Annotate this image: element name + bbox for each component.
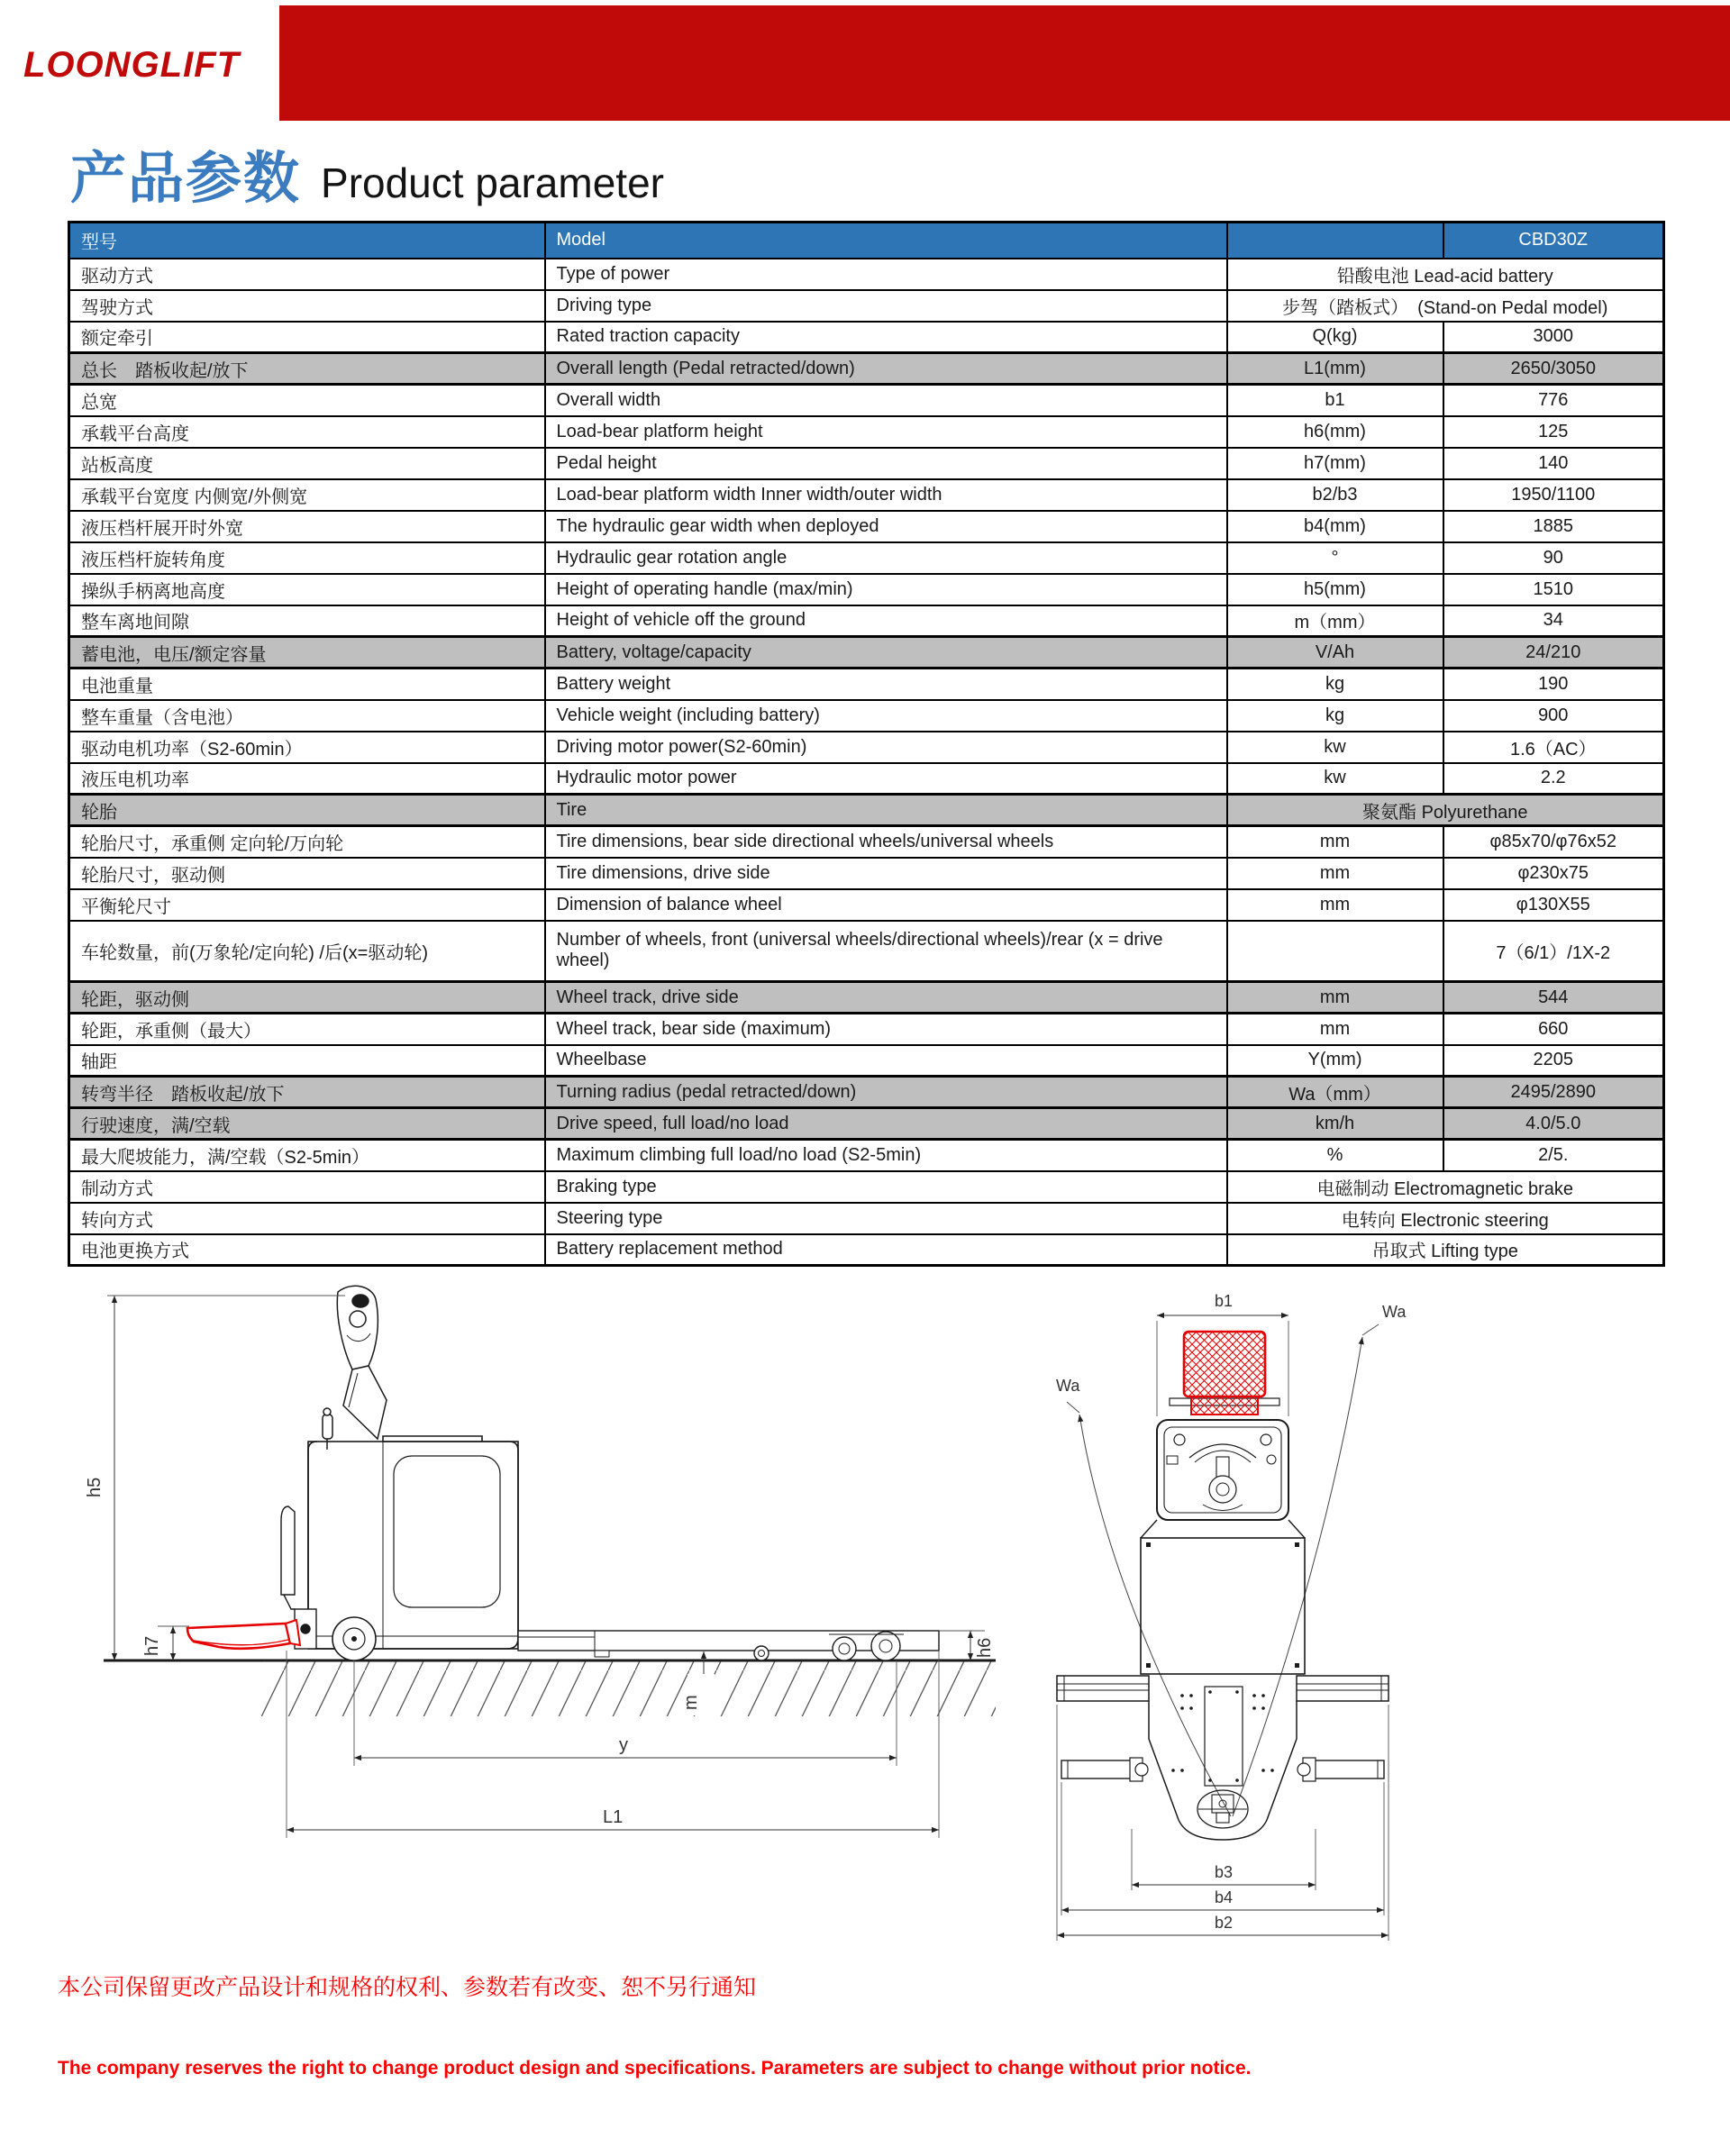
page-title-en: Product parameter (321, 159, 664, 206)
disclaimer-en: The company reserves the right to change product design and specifications. Parameters are subject to change without prior notice. (58, 2058, 1252, 2079)
param-name-en: Wheel track, bear side (maximum) (545, 1014, 1227, 1045)
side-truck-platform (518, 1631, 939, 1660)
param-value: 900 (1443, 700, 1664, 732)
param-name-zh: 额定牵引 (69, 322, 545, 353)
param-name-en: Battery replacement method (545, 1234, 1227, 1266)
param-unit: b4(mm) (1227, 511, 1443, 542)
table-row (69, 858, 1664, 889)
table-row (69, 1077, 1664, 1108)
param-name-en: Type of power (545, 259, 1227, 290)
table-row (69, 1140, 1664, 1171)
param-value: 2495/2890 (1443, 1077, 1664, 1108)
param-merged-value: 聚氨酯 Polyurethane (1227, 795, 1664, 826)
param-name-zh: 承载平台高度 (69, 416, 545, 448)
disclaimer-zh: 本公司保留更改产品设计和规格的权利、参数若有改变、恕不另行通知 (58, 1975, 757, 2000)
table-row (69, 259, 1664, 290)
param-unit: Wa（mm） (1227, 1077, 1443, 1108)
param-name-zh: 总宽 (69, 385, 545, 416)
dim-label-b2: b2 (1215, 1914, 1234, 1932)
rear-side-arms (1061, 1758, 1384, 1781)
table-row (69, 700, 1664, 732)
side-truck-drive-wheel (332, 1617, 376, 1660)
table-row (69, 416, 1664, 448)
param-name-en: Pedal height (545, 448, 1227, 479)
param-value: 2.2 (1443, 763, 1664, 795)
param-value: 1.6（AC） (1443, 732, 1664, 763)
param-table-body (69, 259, 1664, 1266)
param-unit (1227, 921, 1443, 982)
param-unit: mm (1227, 889, 1443, 921)
param-name-en: Hydraulic gear rotation angle (545, 542, 1227, 574)
param-unit: mm (1227, 826, 1443, 858)
param-name-en: Tire dimensions, drive side (545, 858, 1227, 889)
param-value: 140 (1443, 448, 1664, 479)
param-name-en: Tire dimensions, bear side directional wheels/universal wheels (545, 826, 1227, 858)
param-merged-value: 电磁制动 Electromagnetic brake (1227, 1171, 1664, 1203)
param-name-zh: 站板高度 (69, 448, 545, 479)
param-name-en: Driving motor power(S2-60min) (545, 732, 1227, 763)
param-value: φ85x70/φ76x52 (1443, 826, 1664, 858)
param-value: 776 (1443, 385, 1664, 416)
dim-label-wa-left: Wa (1056, 1377, 1080, 1395)
dim-label-b4: b4 (1215, 1888, 1234, 1906)
ground-hatch (261, 1661, 996, 1716)
table-row (69, 322, 1664, 353)
param-name-zh: 电池重量 (69, 669, 545, 700)
param-name-en: Number of wheels, front (universal wheels/directional wheels)/rear (x = drive wheel) (545, 921, 1227, 982)
param-name-en: Driving type (545, 290, 1227, 322)
param-value: 90 (1443, 542, 1664, 574)
param-name-zh: 轮胎尺寸，驱动侧 (69, 858, 545, 889)
param-value: 1510 (1443, 574, 1664, 605)
side-truck-cab (308, 1436, 518, 1649)
dim-label-h6: h6 (975, 1637, 995, 1658)
dim-label-y: y (619, 1735, 628, 1755)
param-value: 2205 (1443, 1045, 1664, 1077)
param-name-zh: 轮距，驱动侧 (69, 982, 545, 1014)
param-name-en: Height of operating handle (max/min) (545, 574, 1227, 605)
brand-logo: LOONGLIFT (23, 45, 241, 85)
dim-label-b1: b1 (1215, 1292, 1234, 1310)
param-value: 4.0/5.0 (1443, 1108, 1664, 1140)
param-merged-value: 电转向 Electronic steering (1227, 1203, 1664, 1234)
param-name-zh: 操纵手柄离地高度 (69, 574, 545, 605)
param-name-en: Dimension of balance wheel (545, 889, 1227, 921)
param-unit: h7(mm) (1227, 448, 1443, 479)
table-row (69, 637, 1664, 669)
table-row (69, 1108, 1664, 1140)
param-name-en: Wheelbase (545, 1045, 1227, 1077)
param-value: 660 (1443, 1014, 1664, 1045)
rear-platform-rails (1057, 1676, 1389, 1701)
param-value: 1885 (1443, 511, 1664, 542)
param-name-zh: 平衡轮尺寸 (69, 889, 545, 921)
param-value: 544 (1443, 982, 1664, 1014)
param-name-en: Load-bear platform height (545, 416, 1227, 448)
table-row (69, 1171, 1664, 1203)
param-unit: h6(mm) (1227, 416, 1443, 448)
param-name-en: Drive speed, full load/no load (545, 1108, 1227, 1140)
dim-label-L1: L1 (603, 1807, 624, 1827)
param-name-zh: 行驶速度，满/空载 (69, 1108, 545, 1140)
param-merged-value: 铅酸电池 Lead-acid battery (1227, 259, 1664, 290)
param-name-en: Overall width (545, 385, 1227, 416)
side-view-drawing (68, 1279, 1014, 1856)
header-model-value: CBD30Z (1443, 223, 1664, 259)
param-name-zh: 转弯半径 踏板收起/放下 (69, 1077, 545, 1108)
table-row (69, 763, 1664, 795)
dim-label-wa-right: Wa (1382, 1303, 1407, 1321)
table-row (69, 826, 1664, 858)
param-unit: h5(mm) (1227, 574, 1443, 605)
table-row (69, 448, 1664, 479)
side-dimension-labels (85, 1478, 995, 1827)
param-unit: b2/b3 (1227, 479, 1443, 511)
table-row (69, 1203, 1664, 1234)
param-value: 2650/3050 (1443, 353, 1664, 385)
dim-label-h5: h5 (85, 1477, 105, 1497)
param-unit: mm (1227, 1014, 1443, 1045)
param-unit: kw (1227, 763, 1443, 795)
dim-label-b3: b3 (1215, 1863, 1234, 1881)
param-name-zh: 轮胎 (69, 795, 545, 826)
param-unit: km/h (1227, 1108, 1443, 1140)
header-model-zh: 型号 (69, 223, 545, 259)
param-name-zh: 转向方式 (69, 1203, 545, 1234)
param-name-zh: 电池更换方式 (69, 1234, 545, 1266)
param-unit: mm (1227, 982, 1443, 1014)
param-name-zh: 液压档杆展开时外宽 (69, 511, 545, 542)
param-value: 125 (1443, 416, 1664, 448)
param-merged-value: 吊取式 Lifting type (1227, 1234, 1664, 1266)
table-header-row (69, 223, 1664, 259)
param-name-zh: 液压档杆旋转角度 (69, 542, 545, 574)
param-name-en: Load-bear platform width Inner width/outer width (545, 479, 1227, 511)
table-row (69, 479, 1664, 511)
table-row (69, 385, 1664, 416)
param-unit: b1 (1227, 385, 1443, 416)
param-unit: mm (1227, 858, 1443, 889)
param-name-en: Maximum climbing full load/no load (S2-5min) (545, 1140, 1227, 1171)
param-value: 3000 (1443, 322, 1664, 353)
table-row (69, 1014, 1664, 1045)
table-row (69, 1234, 1664, 1266)
parameter-table (68, 221, 1665, 1267)
param-name-zh: 整车离地间隙 (69, 605, 545, 637)
table-row (69, 1045, 1664, 1077)
table-row (69, 290, 1664, 322)
param-name-zh: 整车重量（含电池） (69, 700, 545, 732)
rear-compartment (1157, 1420, 1288, 1520)
param-value: 34 (1443, 605, 1664, 637)
param-name-zh: 总长 踏板收起/放下 (69, 353, 545, 385)
param-name-en: Rated traction capacity (545, 322, 1227, 353)
table-row (69, 921, 1664, 982)
param-name-zh: 制动方式 (69, 1171, 545, 1203)
param-name-en: Battery weight (545, 669, 1227, 700)
param-name-zh: 蓄电池，电压/额定容量 (69, 637, 545, 669)
param-unit: ° (1227, 542, 1443, 574)
param-name-en: Battery, voltage/capacity (545, 637, 1227, 669)
param-name-en: The hydraulic gear width when deployed (545, 511, 1227, 542)
side-truck-fork-red (187, 1620, 300, 1649)
param-value: 190 (1443, 669, 1664, 700)
param-unit: kw (1227, 732, 1443, 763)
table-row (69, 889, 1664, 921)
param-name-zh: 轮距，承重侧（最大） (69, 1014, 545, 1045)
param-name-zh: 车轮数量，前(万象轮/定向轮) /后(x=驱动轮) (69, 921, 545, 982)
table-row (69, 795, 1664, 826)
table-row (69, 982, 1664, 1014)
param-name-zh: 轮胎尺寸，承重侧 定向轮/万向轮 (69, 826, 545, 858)
param-name-zh: 驱动电机功率（S2-60min） (69, 732, 545, 763)
param-unit: L1(mm) (1227, 353, 1443, 385)
param-value: 24/210 (1443, 637, 1664, 669)
param-unit: kg (1227, 700, 1443, 732)
dim-label-m: m (681, 1695, 701, 1710)
table-row (69, 605, 1664, 637)
param-name-zh: 液压电机功率 (69, 763, 545, 795)
param-unit: m（mm） (1227, 605, 1443, 637)
param-unit: Q(kg) (1227, 322, 1443, 353)
param-name-en: Turning radius (pedal retracted/down) (545, 1077, 1227, 1108)
param-name-en: Hydraulic motor power (545, 763, 1227, 795)
table-row (69, 353, 1664, 385)
side-dimensions (107, 1296, 985, 1838)
table-row (69, 542, 1664, 574)
table-row (69, 669, 1664, 700)
param-value: 2/5. (1443, 1140, 1664, 1171)
param-name-en: Overall length (Pedal retracted/down) (545, 353, 1227, 385)
rear-view-drawing (1054, 1279, 1469, 1964)
param-name-zh: 驱动方式 (69, 259, 545, 290)
table-row (69, 732, 1664, 763)
param-name-en: Tire (545, 795, 1227, 826)
param-name-en: Wheel track, drive side (545, 982, 1227, 1014)
page-title-zh: 产品参数 (70, 148, 302, 210)
dim-label-h7: h7 (142, 1635, 162, 1656)
param-unit: kg (1227, 669, 1443, 700)
param-value: φ130X55 (1443, 889, 1664, 921)
param-value: 7（6/1）/1X-2 (1443, 921, 1664, 982)
table-row (69, 511, 1664, 542)
param-name-zh: 最大爬坡能力，满/空载（S2-5min） (69, 1140, 545, 1171)
param-name-en: Vehicle weight (including battery) (545, 700, 1227, 732)
table-row (69, 574, 1664, 605)
param-merged-value: 步驾（踏板式） (Stand-on Pedal model) (1227, 290, 1664, 322)
param-name-en: Height of vehicle off the ground (545, 605, 1227, 637)
param-name-en: Braking type (545, 1171, 1227, 1203)
param-unit: Y(mm) (1227, 1045, 1443, 1077)
param-value: φ230x75 (1443, 858, 1664, 889)
header-unit (1227, 223, 1443, 259)
param-unit: % (1227, 1140, 1443, 1171)
param-name-zh: 轴距 (69, 1045, 545, 1077)
param-name-zh: 承载平台宽度 内侧宽/外侧宽 (69, 479, 545, 511)
battery-block-red (1170, 1332, 1279, 1415)
header-model-en: Model (545, 223, 1227, 259)
param-name-zh: 驾驶方式 (69, 290, 545, 322)
param-unit: V/Ah (1227, 637, 1443, 669)
header-red-banner (279, 5, 1730, 121)
side-truck-tiller (323, 1286, 387, 1451)
rear-body (1141, 1520, 1305, 1674)
param-value: 1950/1100 (1443, 479, 1664, 511)
param-name-en: Steering type (545, 1203, 1227, 1234)
page-title (70, 133, 664, 214)
rear-lower-body (1149, 1687, 1297, 1840)
